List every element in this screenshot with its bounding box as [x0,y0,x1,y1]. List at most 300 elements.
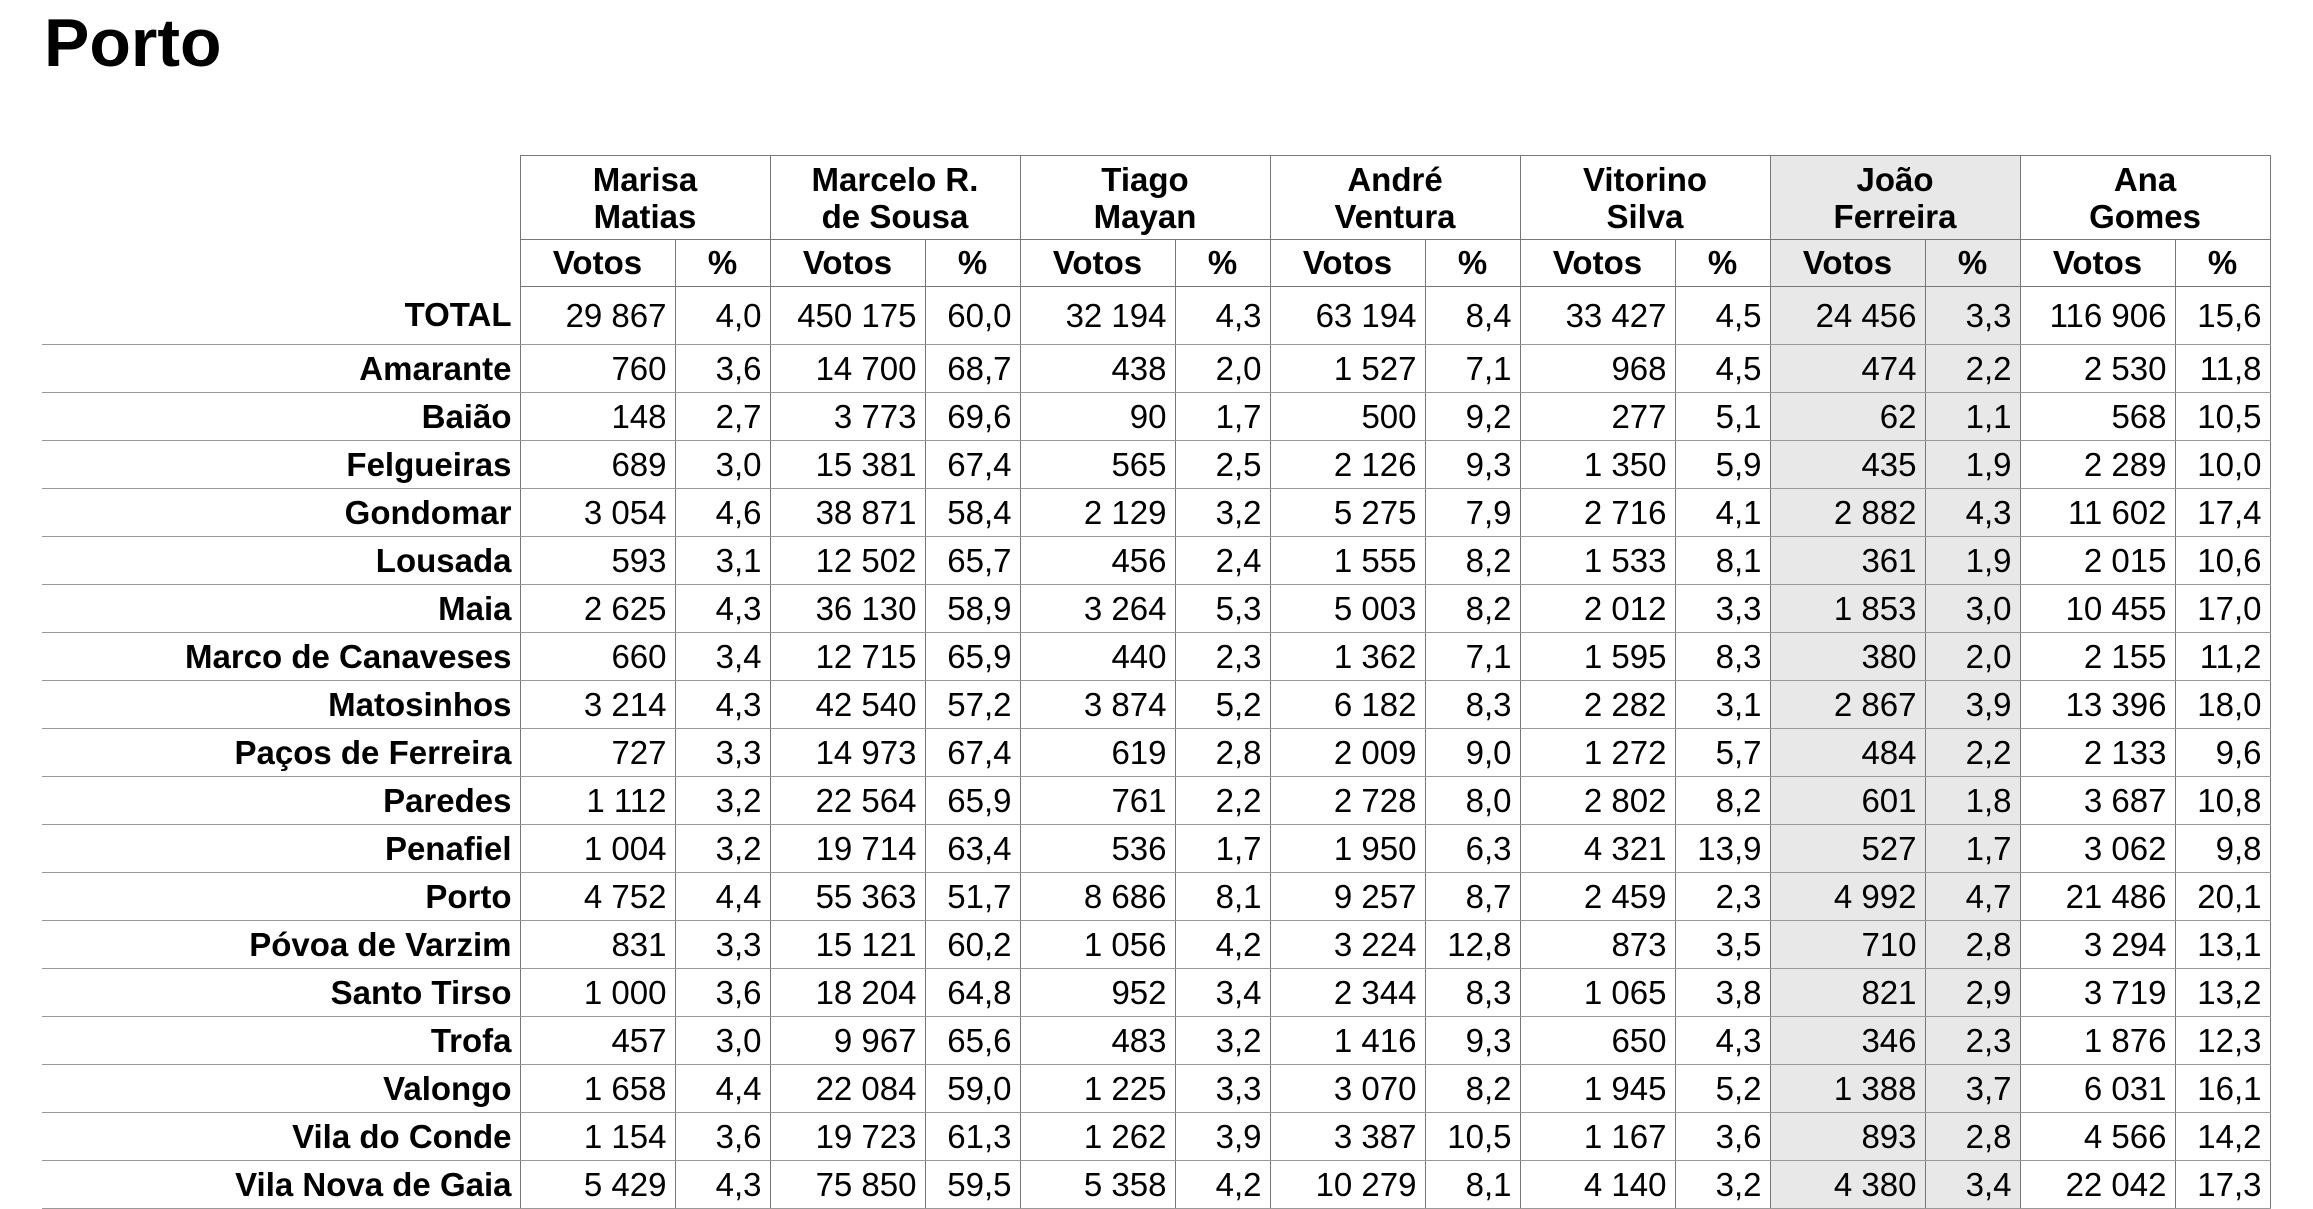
votes-header: Votos [2020,240,2175,287]
percent-cell: 57,2 [925,681,1020,729]
votes-cell: 55 363 [770,873,925,921]
votes-cell: 22 084 [770,1065,925,1113]
percent-cell: 3,0 [675,441,770,489]
pct-header: % [1675,240,1770,287]
votes-cell: 1 388 [1770,1065,1925,1113]
municipality-name: Matosinhos [42,681,520,729]
votes-cell: 62 [1770,393,1925,441]
subheader-row [42,240,2270,287]
percent-cell: 9,6 [2175,729,2270,777]
percent-cell: 10,8 [2175,777,2270,825]
votes-cell: 2 015 [2020,537,2175,585]
votes-cell: 2 625 [520,585,675,633]
votes-cell: 361 [1770,537,1925,585]
municipality-name: Gondomar [42,489,520,537]
percent-cell: 8,1 [1675,537,1770,585]
percent-cell: 1,8 [1925,777,2020,825]
votes-cell: 3 687 [2020,777,2175,825]
votes-cell: 277 [1520,393,1675,441]
votes-cell: 15 381 [770,441,925,489]
votes-cell: 116 906 [2020,287,2175,345]
percent-cell: 3,5 [1675,921,1770,969]
votes-cell: 12 715 [770,633,925,681]
votes-cell: 1 555 [1270,537,1425,585]
candidate-name-line1: Tiago [1101,160,1189,198]
percent-cell: 5,9 [1675,441,1770,489]
percent-cell: 9,2 [1425,393,1520,441]
candidate-name-line2: Matias [593,197,697,235]
votes-cell: 660 [520,633,675,681]
votes-cell: 2 126 [1270,441,1425,489]
votes-cell: 2 802 [1520,777,1675,825]
votes-cell: 3 719 [2020,969,2175,1017]
candidate-header [1270,156,1520,240]
candidate-name-line1: André [1347,160,1443,198]
votes-cell: 450 175 [770,287,925,345]
votes-cell: 3 054 [520,489,675,537]
percent-cell: 8,0 [1425,777,1520,825]
percent-cell: 3,3 [1925,287,2020,345]
percent-cell: 9,3 [1425,1017,1520,1065]
percent-cell: 4,5 [1675,345,1770,393]
votes-cell: 19 714 [770,825,925,873]
votes-cell: 1 533 [1520,537,1675,585]
percent-cell: 6,3 [1425,825,1520,873]
votes-cell: 1 527 [1270,345,1425,393]
table-row [42,585,2270,633]
percent-cell: 7,1 [1425,345,1520,393]
percent-cell: 2,7 [675,393,770,441]
subheader-blank [42,240,520,287]
candidate-name-line1: Ana [2113,160,2177,198]
votes-cell: 2 716 [1520,489,1675,537]
percent-cell: 8,2 [1675,777,1770,825]
percent-cell: 3,7 [1925,1065,2020,1113]
municipality-name: Valongo [42,1065,520,1113]
votes-cell: 474 [1770,345,1925,393]
votes-header: Votos [770,240,925,287]
percent-cell: 4,3 [675,585,770,633]
percent-cell: 65,6 [925,1017,1020,1065]
candidate-header [1770,156,2020,240]
percent-cell: 3,6 [1675,1113,1770,1161]
municipality-name: Penafiel [42,825,520,873]
candidate-header [520,156,770,240]
table-row [42,489,2270,537]
votes-cell: 1 154 [520,1113,675,1161]
table-row [42,825,2270,873]
votes-cell: 710 [1770,921,1925,969]
votes-cell: 6 182 [1270,681,1425,729]
votes-cell: 440 [1020,633,1175,681]
municipality-name: Vila Nova de Gaia [42,1161,520,1209]
votes-cell: 32 194 [1020,287,1175,345]
votes-cell: 11 602 [2020,489,2175,537]
percent-cell: 58,9 [925,585,1020,633]
page-title: Porto [44,5,222,81]
percent-cell: 3,2 [675,777,770,825]
candidate-header [770,156,1020,240]
votes-cell: 456 [1020,537,1175,585]
votes-cell: 3 294 [2020,921,2175,969]
candidate-name-line2: Ferreira [1833,197,1957,235]
votes-cell: 3 264 [1020,585,1175,633]
votes-header: Votos [520,240,675,287]
votes-cell: 2 282 [1520,681,1675,729]
percent-cell: 14,2 [2175,1113,2270,1161]
percent-cell: 3,4 [1925,1161,2020,1209]
votes-cell: 619 [1020,729,1175,777]
votes-cell: 33 427 [1520,287,1675,345]
percent-cell: 1,7 [1175,825,1270,873]
votes-cell: 3 224 [1270,921,1425,969]
percent-cell: 8,3 [1675,633,1770,681]
percent-cell: 5,7 [1675,729,1770,777]
percent-cell: 8,3 [1425,969,1520,1017]
candidate-header [2020,156,2270,240]
percent-cell: 1,7 [1925,825,2020,873]
votes-cell: 8 686 [1020,873,1175,921]
votes-cell: 29 867 [520,287,675,345]
table-row [42,681,2270,729]
votes-cell: 2 882 [1770,489,1925,537]
percent-cell: 13,9 [1675,825,1770,873]
votes-cell: 952 [1020,969,1175,1017]
votes-cell: 90 [1020,393,1175,441]
votes-cell: 9 257 [1270,873,1425,921]
votes-header: Votos [1020,240,1175,287]
percent-cell: 4,3 [675,1161,770,1209]
votes-cell: 24 456 [1770,287,1925,345]
table-row [42,393,2270,441]
votes-cell: 3 773 [770,393,925,441]
percent-cell: 4,4 [675,1065,770,1113]
table-row [42,873,2270,921]
percent-cell: 2,2 [1925,345,2020,393]
table-row [42,921,2270,969]
header-blank [42,156,520,240]
percent-cell: 58,4 [925,489,1020,537]
percent-cell: 8,1 [1425,1161,1520,1209]
table-row [42,537,2270,585]
percent-cell: 3,2 [1175,489,1270,537]
candidate-name-line1: Marisa [592,160,698,198]
table-row [42,1113,2270,1161]
votes-cell: 63 194 [1270,287,1425,345]
votes-cell: 1 000 [520,969,675,1017]
votes-cell: 650 [1520,1017,1675,1065]
votes-cell: 2 012 [1520,585,1675,633]
municipality-name: Vila do Conde [42,1113,520,1161]
votes-cell: 10 455 [2020,585,2175,633]
votes-cell: 438 [1020,345,1175,393]
percent-cell: 12,8 [1425,921,1520,969]
percent-cell: 4,6 [675,489,770,537]
percent-cell: 2,3 [1925,1017,2020,1065]
percent-cell: 3,9 [1175,1113,1270,1161]
votes-cell: 3 874 [1020,681,1175,729]
votes-cell: 2 344 [1270,969,1425,1017]
votes-cell: 4 321 [1520,825,1675,873]
percent-cell: 11,8 [2175,345,2270,393]
votes-cell: 873 [1520,921,1675,969]
votes-cell: 36 130 [770,585,925,633]
votes-cell: 1 262 [1020,1113,1175,1161]
percent-cell: 59,5 [925,1161,1020,1209]
votes-cell: 1 004 [520,825,675,873]
table-row [42,633,2270,681]
total-row [42,287,2270,345]
votes-cell: 3 214 [520,681,675,729]
percent-cell: 3,2 [1175,1017,1270,1065]
percent-cell: 3,3 [675,921,770,969]
votes-cell: 5 003 [1270,585,1425,633]
percent-cell: 1,1 [1925,393,2020,441]
votes-cell: 2 009 [1270,729,1425,777]
votes-cell: 761 [1020,777,1175,825]
percent-cell: 4,3 [1925,489,2020,537]
percent-cell: 13,2 [2175,969,2270,1017]
percent-cell: 5,3 [1175,585,1270,633]
pct-header: % [925,240,1020,287]
municipality-name: Amarante [42,345,520,393]
percent-cell: 11,2 [2175,633,2270,681]
candidate-header [1020,156,1270,240]
percent-cell: 3,1 [1675,681,1770,729]
votes-cell: 12 502 [770,537,925,585]
percent-cell: 10,6 [2175,537,2270,585]
votes-cell: 831 [520,921,675,969]
percent-cell: 7,9 [1425,489,1520,537]
percent-cell: 8,7 [1425,873,1520,921]
percent-cell: 8,2 [1425,537,1520,585]
votes-cell: 2 530 [2020,345,2175,393]
votes-cell: 457 [520,1017,675,1065]
municipality-name: Baião [42,393,520,441]
candidate-name-line2: Silva [1606,197,1684,235]
votes-cell: 536 [1020,825,1175,873]
municipality-name: Maia [42,585,520,633]
votes-cell: 42 540 [770,681,925,729]
percent-cell: 3,6 [675,1113,770,1161]
percent-cell: 2,2 [1175,777,1270,825]
votes-cell: 380 [1770,633,1925,681]
municipality-name: Felgueiras [42,441,520,489]
percent-cell: 60,2 [925,921,1020,969]
pct-header: % [1175,240,1270,287]
percent-cell: 2,4 [1175,537,1270,585]
percent-cell: 3,6 [675,969,770,1017]
municipality-name: Lousada [42,537,520,585]
votes-cell: 13 396 [2020,681,2175,729]
municipality-name: Santo Tirso [42,969,520,1017]
votes-cell: 1 416 [1270,1017,1425,1065]
votes-cell: 22 564 [770,777,925,825]
table-row [42,777,2270,825]
percent-cell: 3,6 [675,345,770,393]
municipality-name: Porto [42,873,520,921]
percent-cell: 65,9 [925,777,1020,825]
percent-cell: 65,7 [925,537,1020,585]
percent-cell: 61,3 [925,1113,1020,1161]
votes-cell: 689 [520,441,675,489]
votes-cell: 893 [1770,1113,1925,1161]
percent-cell: 3,4 [1175,969,1270,1017]
percent-cell: 2,8 [1925,1113,2020,1161]
percent-cell: 5,2 [1175,681,1270,729]
votes-cell: 1 595 [1520,633,1675,681]
percent-cell: 67,4 [925,441,1020,489]
table-row [42,441,2270,489]
votes-cell: 5 429 [520,1161,675,1209]
percent-cell: 8,4 [1425,287,1520,345]
percent-cell: 10,0 [2175,441,2270,489]
percent-cell: 3,3 [1675,585,1770,633]
percent-cell: 3,1 [675,537,770,585]
votes-cell: 1 167 [1520,1113,1675,1161]
percent-cell: 2,3 [1175,633,1270,681]
votes-cell: 568 [2020,393,2175,441]
percent-cell: 3,0 [1925,585,2020,633]
votes-cell: 1 065 [1520,969,1675,1017]
votes-cell: 821 [1770,969,1925,1017]
votes-cell: 38 871 [770,489,925,537]
votes-cell: 1 056 [1020,921,1175,969]
percent-cell: 17,3 [2175,1161,2270,1209]
percent-cell: 8,3 [1425,681,1520,729]
pct-header: % [1425,240,1520,287]
votes-cell: 4 992 [1770,873,1925,921]
percent-cell: 15,6 [2175,287,2270,345]
votes-cell: 15 121 [770,921,925,969]
votes-cell: 2 459 [1520,873,1675,921]
percent-cell: 2,0 [1925,633,2020,681]
votes-cell: 2 867 [1770,681,1925,729]
votes-cell: 6 031 [2020,1065,2175,1113]
votes-cell: 1 272 [1520,729,1675,777]
municipality-name: TOTAL [42,287,520,345]
percent-cell: 7,1 [1425,633,1520,681]
candidate-header [1520,156,1770,240]
table-row [42,969,2270,1017]
votes-cell: 1 225 [1020,1065,1175,1113]
percent-cell: 2,0 [1175,345,1270,393]
percent-cell: 8,1 [1175,873,1270,921]
votes-cell: 148 [520,393,675,441]
percent-cell: 16,1 [2175,1065,2270,1113]
table-row [42,1017,2270,1065]
municipality-name: Paços de Ferreira [42,729,520,777]
votes-cell: 527 [1770,825,1925,873]
percent-cell: 65,9 [925,633,1020,681]
votes-cell: 18 204 [770,969,925,1017]
pct-header: % [675,240,770,287]
votes-cell: 484 [1770,729,1925,777]
votes-cell: 593 [520,537,675,585]
candidate-name-line1: João [1856,160,1934,198]
candidate-name-line1: Vitorino [1582,160,1708,198]
percent-cell: 8,2 [1425,1065,1520,1113]
percent-cell: 4,2 [1175,1161,1270,1209]
votes-cell: 5 358 [1020,1161,1175,1209]
municipality-name: Marco de Canaveses [42,633,520,681]
table-row [42,345,2270,393]
percent-cell: 4,2 [1175,921,1270,969]
percent-cell: 9,3 [1425,441,1520,489]
votes-cell: 1 112 [520,777,675,825]
percent-cell: 9,0 [1425,729,1520,777]
votes-cell: 483 [1020,1017,1175,1065]
percent-cell: 8,2 [1425,585,1520,633]
percent-cell: 5,1 [1675,393,1770,441]
votes-cell: 500 [1270,393,1425,441]
percent-cell: 4,5 [1675,287,1770,345]
percent-cell: 1,7 [1175,393,1270,441]
votes-cell: 3 070 [1270,1065,1425,1113]
votes-header: Votos [1520,240,1675,287]
percent-cell: 4,3 [675,681,770,729]
votes-cell: 9 967 [770,1017,925,1065]
percent-cell: 63,4 [925,825,1020,873]
pct-header: % [2175,240,2270,287]
table-body [42,287,2270,1209]
votes-cell: 3 387 [1270,1113,1425,1161]
votes-cell: 3 062 [2020,825,2175,873]
percent-cell: 3,0 [675,1017,770,1065]
candidate-header-row [42,156,2270,240]
votes-cell: 346 [1770,1017,1925,1065]
votes-cell: 14 700 [770,345,925,393]
candidate-name-line2: Mayan [1093,197,1197,235]
percent-cell: 59,0 [925,1065,1020,1113]
percent-cell: 3,3 [675,729,770,777]
votes-cell: 1 950 [1270,825,1425,873]
votes-cell: 2 289 [2020,441,2175,489]
percent-cell: 3,3 [1175,1065,1270,1113]
votes-cell: 968 [1520,345,1675,393]
votes-cell: 4 566 [2020,1113,2175,1161]
percent-cell: 4,3 [1175,287,1270,345]
table-row [42,1065,2270,1113]
votes-cell: 2 155 [2020,633,2175,681]
votes-header: Votos [1770,240,1925,287]
votes-cell: 5 275 [1270,489,1425,537]
votes-cell: 601 [1770,777,1925,825]
votes-cell: 727 [520,729,675,777]
table-row [42,729,2270,777]
percent-cell: 1,9 [1925,441,2020,489]
percent-cell: 60,0 [925,287,1020,345]
percent-cell: 20,1 [2175,873,2270,921]
votes-cell: 1 945 [1520,1065,1675,1113]
candidate-name-line2: Ventura [1334,197,1456,235]
votes-cell: 75 850 [770,1161,925,1209]
votes-cell: 4 752 [520,873,675,921]
municipality-name: Trofa [42,1017,520,1065]
votes-cell: 4 140 [1520,1161,1675,1209]
municipality-name: Póvoa de Varzim [42,921,520,969]
percent-cell: 18,0 [2175,681,2270,729]
votes-cell: 4 380 [1770,1161,1925,1209]
percent-cell: 4,0 [675,287,770,345]
percent-cell: 2,8 [1175,729,1270,777]
votes-cell: 760 [520,345,675,393]
votes-cell: 1 853 [1770,585,1925,633]
percent-cell: 3,2 [1675,1161,1770,1209]
votes-cell: 1 658 [520,1065,675,1113]
percent-cell: 1,9 [1925,537,2020,585]
percent-cell: 4,1 [1675,489,1770,537]
